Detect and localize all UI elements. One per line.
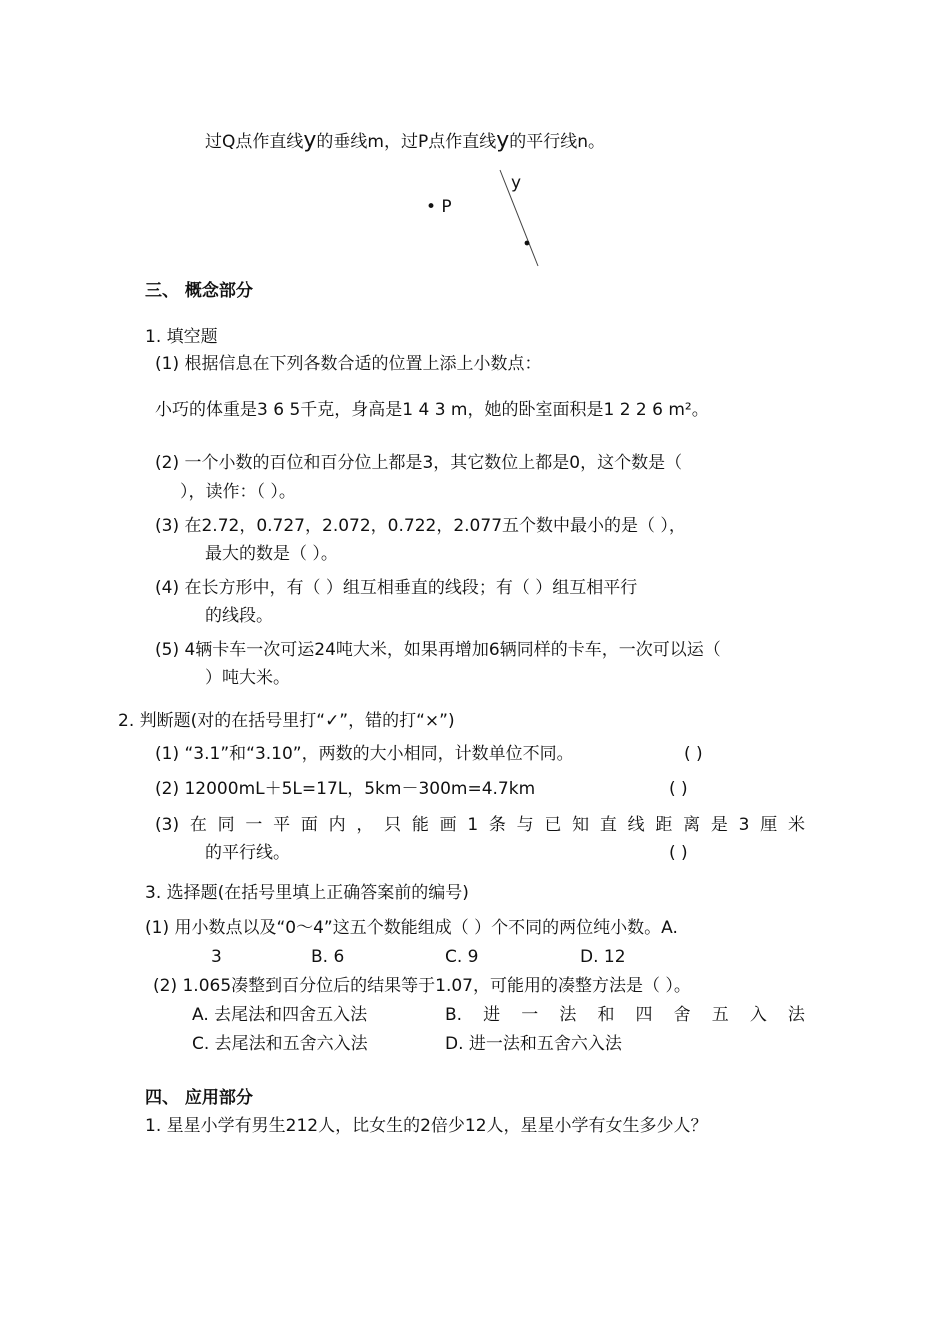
word: 和 [597,1005,615,1025]
choice-q2-opt-c: C. 去尾法和五舍六入法 [192,1034,368,1054]
word: 米 [788,815,805,835]
word: 一 [245,815,263,835]
word: 离 [683,815,701,835]
word: 四 [635,1005,653,1025]
word: 面 [300,815,318,835]
word: 在 [189,815,207,835]
word: 一 [521,1005,539,1025]
section4-title: 四、 应用部分 [145,1088,253,1108]
choice-q2: (2) 1.065凑整到百分位后的结果等于1.07，可能用的凑整方法是（ ）。 [153,976,691,996]
word: 进 [483,1005,501,1025]
word: 法 [787,1005,805,1025]
word: 3 [738,815,750,835]
word: 平 [273,815,291,835]
application-q1: 1. 星星小学有男生212人，比女生的2倍少12人，星星小学有女生多少人？ [145,1116,708,1136]
word: 厘 [760,815,778,835]
word: 画 [439,815,457,835]
choice-title: 3. 选择题(在括号里填上正确答案前的编号) [145,883,469,903]
judge-q2: (2) 12000mL＋5L=17L，5km－300m=4.7km [155,779,536,799]
fill-q3-line2: 最大的数是（ ）。 [205,544,338,564]
word: 已 [544,815,562,835]
instruction-part3: 的平行线n。 [509,132,606,152]
word: 入 [749,1005,767,1025]
line-y-name: y [511,173,522,193]
word: 知 [572,815,590,835]
point-p: • P [426,197,452,217]
instruction-part2: 的垂线m，过P点作直线 [316,132,497,152]
line-y-label: y [496,128,510,153]
word: 内 [328,815,346,835]
word: 舍 [673,1005,691,1025]
choice-q2-opt-a: A. 去尾法和四舍五入法 [192,1005,368,1025]
fill-q2-line1: (2) 一个小数的百位和百分位上都是3，其它数位上都是0，这个数是（ [155,453,683,473]
choice-q1-opt: C. 9 [445,947,479,967]
line-y-label: y [303,128,317,153]
word: (3) [155,815,180,835]
choice-q1-opt: D. 12 [580,947,626,967]
judge-q3-paren: ( ) [669,843,688,863]
word: 是 [710,815,728,835]
word: 线 [627,815,645,835]
judge-q3-line2: 的平行线。 [205,843,290,863]
point-q [525,241,530,246]
judge-q2-paren: ( ) [669,779,688,799]
word: 距 [655,815,673,835]
word: ， [356,815,374,835]
word: 直 [599,815,617,835]
judge-q3-line1 [155,814,805,836]
word: 法 [559,1005,577,1025]
word: 1 [467,815,479,835]
word: 条 [488,815,506,835]
fill-q1-text: 小巧的体重是3 6 5千克，身高是1 4 3 m，她的卧室面积是1 2 2 6 m²。 [155,400,709,420]
word: 五 [711,1005,729,1025]
word: 能 [411,815,429,835]
word: 只 [384,815,402,835]
section3-title: 三、 概念部分 [145,281,253,301]
fill-q1: (1) 根据信息在下列各数合适的位置上添上小数点： [155,354,542,374]
choice-q1-opt: B. 6 [311,947,345,967]
judge-q1-paren: ( ) [684,744,703,764]
word: B. [445,1005,463,1025]
fill-q4-line1: (4) 在长方形中，有（ ）组互相垂直的线段；有（ ）组互相平行 [155,578,638,598]
instruction-part1: 过Q点作直线 [205,132,304,152]
fill-blank-title: 1. 填空题 [145,327,218,347]
fill-q3-line1: (3) 在2.72，0.727，2.072，0.722，2.077五个数中最小的是（ ）， [155,516,686,536]
word: 与 [516,815,534,835]
choice-q1-opt: 3 [211,947,222,967]
choice-q2-opt-d: D. 进一法和五舍六入法 [445,1034,622,1054]
fill-q4-line2: 的线段。 [205,606,273,626]
judge-q1: (1) “3.1”和“3.10”，两数的大小相同，计数单位不同。 [155,744,574,764]
fill-q2-line2: ），读作：（ ）。 [180,482,296,502]
fill-q5-line2: ）吨大米。 [205,668,290,688]
word: 同 [217,815,235,835]
choice-q1: (1) 用小数点以及“0～4”这五个数能组成（ ）个不同的两位纯小数。A. [145,918,678,938]
choice-q2-opt-b [445,1004,805,1026]
judge-title: 2. 判断题(对的在括号里打“✓”，错的打“×”) [118,711,455,731]
fill-q5-line1: (5) 4辆卡车一次可运24吨大米，如果再增加6辆同样的卡车，一次可以运（ [155,640,721,660]
